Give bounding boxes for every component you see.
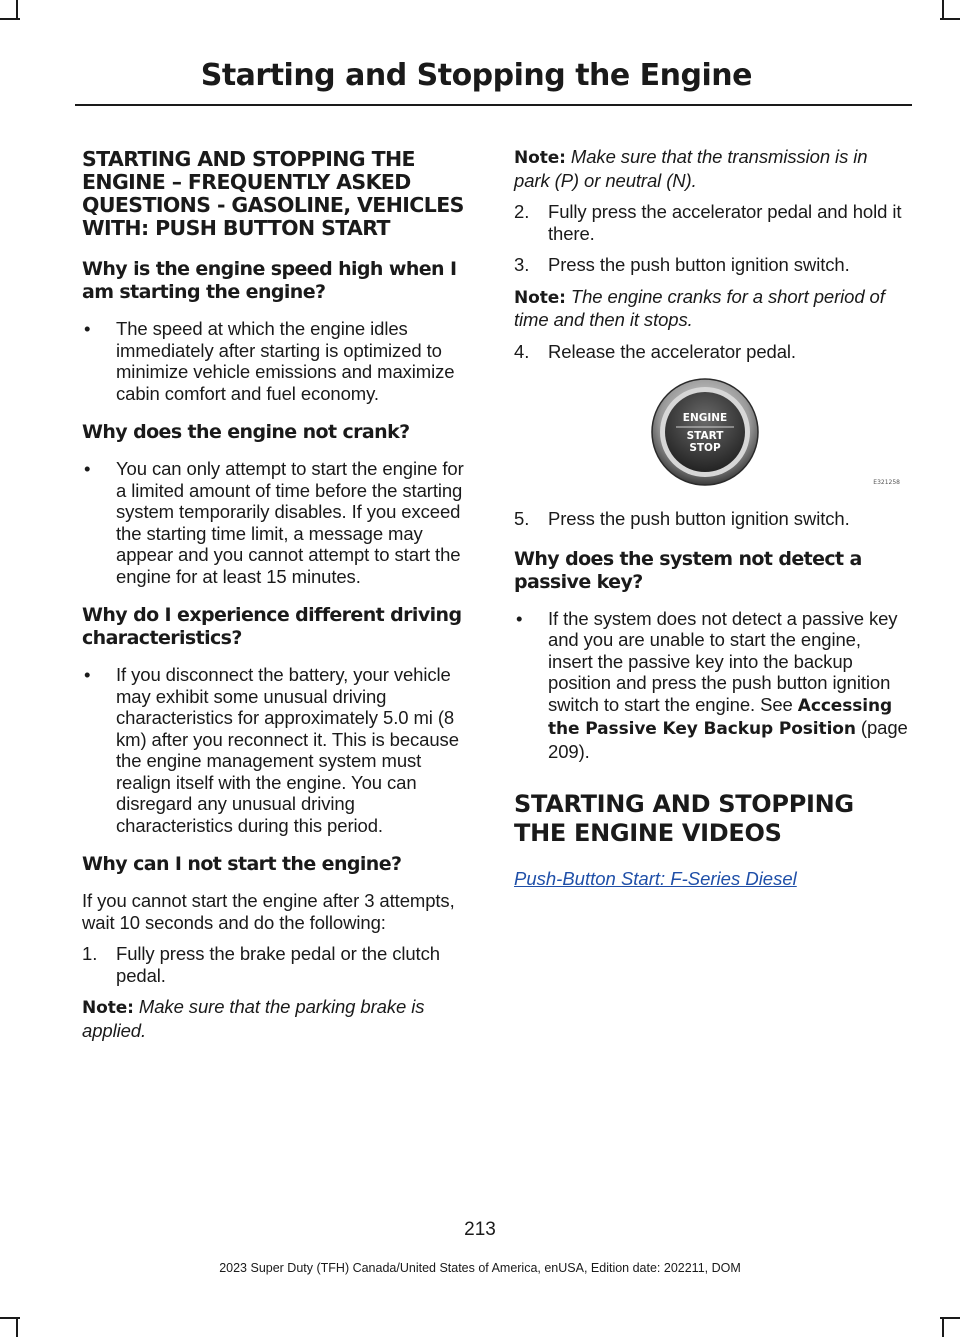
note xyxy=(514,146,908,191)
step-text: Fully press the brake pedal or the clutch pedal. xyxy=(116,943,440,986)
list-item xyxy=(82,664,476,836)
step-text: Press the push button ignition switch. xyxy=(548,508,850,529)
engine-start-stop-button-icon xyxy=(604,376,904,488)
question-cannot-start: Why can I not start the engine? xyxy=(82,853,402,875)
crop-mark xyxy=(16,0,18,20)
videos-title xyxy=(514,790,908,848)
cross-reference-link[interactable]: Accessing the Passive Key Backup Position xyxy=(548,695,893,739)
bullet-text: If you disconnect the battery, your vehicle may exhibit some unusual driving characteristics for approximately 5.0 mi (8 km) after you reconnect it. This is because the engine management system must realign itself with the engine. You can disregard any unusual driving characteristics during this period. xyxy=(116,664,459,836)
bullet-text: You can only attempt to start the engine for a limited amount of time before the starting system temporarily disables. If you exceed the starting time limit, a message may appear and you cannot attempt to start the engine for at least 15 minutes. xyxy=(116,458,464,587)
question-engine-speed: Why is the engine speed high when I am starting the engine? xyxy=(82,258,457,303)
note xyxy=(514,286,908,331)
step-number: 2. xyxy=(514,201,530,222)
button-label-engine: ENGINE xyxy=(682,412,728,424)
crop-mark xyxy=(942,1317,944,1337)
crop-mark xyxy=(942,0,944,20)
video-link[interactable]: Push-Button Start: F-Series Diesel xyxy=(514,868,797,889)
question-engine-not-crank: Why does the engine not crank? xyxy=(82,421,410,443)
crop-mark xyxy=(16,1317,18,1337)
paragraph: If you cannot start the engine after 3 attempts, wait 10 seconds and do the following: xyxy=(82,890,455,933)
step-text: Fully press the accelerator pedal and hold it there. xyxy=(548,201,902,244)
page-footer: 2023 Super Duty (TFH) Canada/United States of America, enUSA, Edition date: 202211, DOM xyxy=(219,1261,741,1275)
videos-section xyxy=(514,790,908,890)
step-5 xyxy=(514,508,908,530)
list-item xyxy=(82,318,476,404)
question-driving-characteristics: Why do I experience different driving characteristics? xyxy=(82,604,462,649)
page-number: 213 xyxy=(464,1219,496,1240)
note-text: Make sure that the transmission is in park (P) or neutral (N). xyxy=(514,146,868,191)
bullet-icon: • xyxy=(84,458,91,479)
list-item xyxy=(514,608,908,763)
list-item xyxy=(82,458,476,587)
step-2 xyxy=(514,201,908,244)
step-number: 4. xyxy=(514,340,530,362)
header-rule xyxy=(75,104,912,106)
image-code: E321258 xyxy=(873,479,900,486)
note-text: The engine cranks for a short period of time and then it stops. xyxy=(514,285,885,330)
crop-mark xyxy=(0,1317,20,1319)
bullet-icon: • xyxy=(84,664,91,685)
step-text: Release the accelerator pedal. xyxy=(548,340,796,362)
step-3 xyxy=(514,254,908,276)
note-label: Note: xyxy=(514,287,566,308)
note-label: Note: xyxy=(82,998,134,1018)
crop-mark xyxy=(0,18,20,20)
step-number: 3. xyxy=(514,254,530,275)
bullet-icon: • xyxy=(516,607,523,629)
note-label: Note: xyxy=(514,148,566,168)
page-header-title: Starting and Stopping the Engine xyxy=(200,58,752,93)
step-number: 5. xyxy=(514,508,530,529)
crop-mark xyxy=(940,18,960,20)
note-text: Make sure that the parking brake is applied. xyxy=(82,996,425,1041)
step-4 xyxy=(514,341,908,363)
note xyxy=(82,996,476,1041)
bullet-text: The speed at which the engine idles immediately after starting is optimized to minimize vehicle emissions and maximize cabin comfort and fuel economy. xyxy=(116,318,455,404)
step-text: Press the push button ignition switch. xyxy=(548,254,850,275)
videos-title-line2: THE ENGINE VIDEOS xyxy=(514,819,782,847)
right-column xyxy=(514,146,908,890)
step-1 xyxy=(82,943,476,986)
section-title: STARTING AND STOPPING THE ENGINE – FREQUENTLY ASKED QUESTIONS - GASOLINE, VEHICLES WITH: PUSH BUTTON START xyxy=(82,147,464,240)
bullet-text: If the system does not detect a passive key and you are unable to start the engine, insert the passive key into the backup position and press the push button ignition switch to start the engine. See xyxy=(548,607,898,715)
step-number: 1. xyxy=(82,943,98,964)
button-label-start: START xyxy=(686,430,724,442)
videos-title-line1: STARTING AND STOPPING xyxy=(514,790,854,818)
bullet-icon: • xyxy=(84,318,91,339)
button-label-stop: STOP xyxy=(689,442,721,454)
crop-mark xyxy=(940,1317,960,1319)
left-column xyxy=(82,148,476,1051)
page-reference: (page 209). xyxy=(548,717,908,762)
question-passive-key: Why does the system not detect a passive key? xyxy=(514,547,862,593)
